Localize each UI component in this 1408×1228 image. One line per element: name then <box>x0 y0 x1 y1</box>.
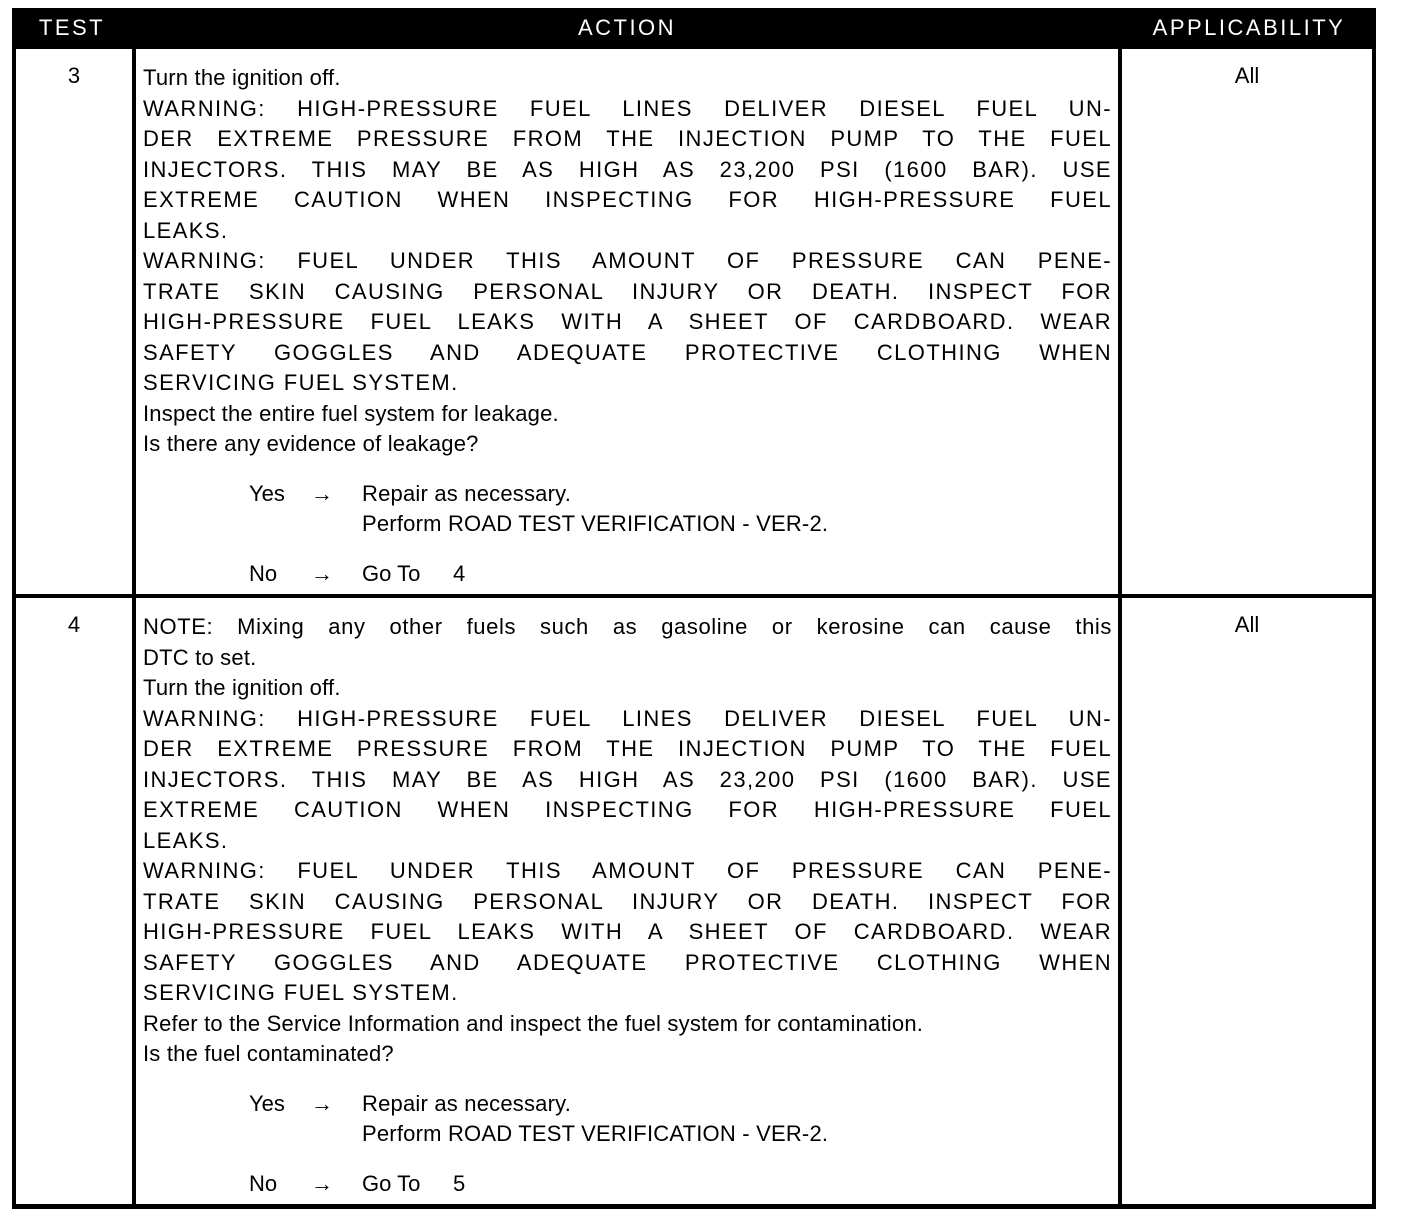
header-action: ACTION <box>577 15 677 40</box>
action-cell <box>136 598 1118 1204</box>
warning-line: SERVICING FUEL SYSTEM. <box>143 370 459 395</box>
applicability-cell: All <box>1122 598 1372 1204</box>
action-line: Turn the ignition off. <box>143 65 341 90</box>
action-line: Turn the ignition off. <box>143 675 341 700</box>
note-line: NOTE: Mixing any other fuels such as gasoline or kerosine can cause this <box>143 614 1112 639</box>
arrow-icon: → <box>311 1170 333 1196</box>
yes-result-verification: Perform ROAD TEST VERIFICATION - VER-2. <box>362 1121 829 1146</box>
outcome-no <box>143 1169 1112 1200</box>
goto-step-link[interactable]: 5 <box>453 1170 466 1196</box>
header-test: TEST <box>38 15 106 40</box>
warning-line: HIGH-PRESSURE FUEL LEAKS WITH A SHEET OF CARDBOARD. WEAR <box>143 919 1112 944</box>
warning-line: SAFETY GOGGLES AND ADEQUATE PROTECTIVE CLOTHING WHEN <box>143 339 1112 365</box>
action-line: Refer to the Service Information and inspect the fuel system for contamination. <box>143 1010 924 1036</box>
outcome-yes <box>143 1089 1112 1120</box>
goto-label: Go To <box>362 1170 421 1196</box>
action-line: Inspect the entire fuel system for leakage. <box>143 400 559 426</box>
warning-line: EXTREME CAUTION WHEN INSPECTING FOR HIGH-PRESSURE FUEL <box>143 797 1112 822</box>
question-line: Is the fuel contaminated? <box>143 1041 394 1066</box>
goto-step-link[interactable]: 4 <box>453 560 466 586</box>
no-label: No <box>249 1170 278 1196</box>
warning-line: WARNING: FUEL UNDER THIS AMOUNT OF PRESSURE CAN PENE- <box>143 858 1112 883</box>
arrow-icon: → <box>311 560 333 586</box>
warning-line: SAFETY GOGGLES AND ADEQUATE PROTECTIVE CLOTHING WHEN <box>143 949 1112 975</box>
yes-result-verification: Perform ROAD TEST VERIFICATION - VER-2. <box>362 511 829 536</box>
diagnostic-table <box>12 8 1376 1209</box>
header-applicability: APPLICABILITY <box>1152 15 1346 40</box>
no-label: No <box>249 560 278 586</box>
outcome-yes-continued <box>143 1119 1112 1150</box>
warning-line: WARNING: FUEL UNDER THIS AMOUNT OF PRESSURE CAN PENE- <box>143 248 1112 273</box>
warning-line: WARNING: HIGH-PRESSURE FUEL LINES DELIVER DIESEL FUEL UN- <box>143 705 1112 731</box>
warning-line: INJECTORS. THIS MAY BE AS HIGH AS 23,200 PSI (1600 BAR). USE <box>143 766 1112 792</box>
warning-line: INJECTORS. THIS MAY BE AS HIGH AS 23,200 PSI (1600 BAR). USE <box>143 156 1112 182</box>
warning-line: LEAKS. <box>143 827 229 853</box>
action-cell <box>136 49 1118 594</box>
outcome-no <box>143 559 1112 590</box>
warning-line: DER EXTREME PRESSURE FROM THE INJECTION PUMP TO THE FUEL <box>143 736 1112 761</box>
warning-line: LEAKS. <box>143 217 229 243</box>
yes-label: Yes <box>249 480 285 506</box>
goto-label: Go To <box>362 560 421 586</box>
test-number-cell: 3 <box>16 49 132 594</box>
question-line: Is there any evidence of leakage? <box>143 431 479 456</box>
outcome-yes-continued <box>143 509 1112 540</box>
warning-line: TRATE SKIN CAUSING PERSONAL INJURY OR DEATH. INSPECT FOR <box>143 888 1112 914</box>
yes-label: Yes <box>249 1090 285 1116</box>
applicability-cell: All <box>1122 49 1372 594</box>
test-number-cell: 4 <box>16 598 132 1204</box>
warning-line: SERVICING FUEL SYSTEM. <box>143 980 459 1005</box>
warning-line: HIGH-PRESSURE FUEL LEAKS WITH A SHEET OF CARDBOARD. WEAR <box>143 309 1112 334</box>
warning-line: TRATE SKIN CAUSING PERSONAL INJURY OR DEATH. INSPECT FOR <box>143 278 1112 304</box>
outcome-yes <box>143 479 1112 510</box>
warning-line: EXTREME CAUTION WHEN INSPECTING FOR HIGH-PRESSURE FUEL <box>143 187 1112 212</box>
warning-line: WARNING: HIGH-PRESSURE FUEL LINES DELIVER DIESEL FUEL UN- <box>143 95 1112 121</box>
arrow-icon: → <box>311 480 333 506</box>
warning-line: DER EXTREME PRESSURE FROM THE INJECTION PUMP TO THE FUEL <box>143 126 1112 151</box>
note-line: DTC to set. <box>143 644 257 670</box>
arrow-icon: → <box>311 1090 333 1116</box>
yes-result: Repair as necessary. <box>362 480 572 506</box>
yes-result: Repair as necessary. <box>362 1090 572 1116</box>
